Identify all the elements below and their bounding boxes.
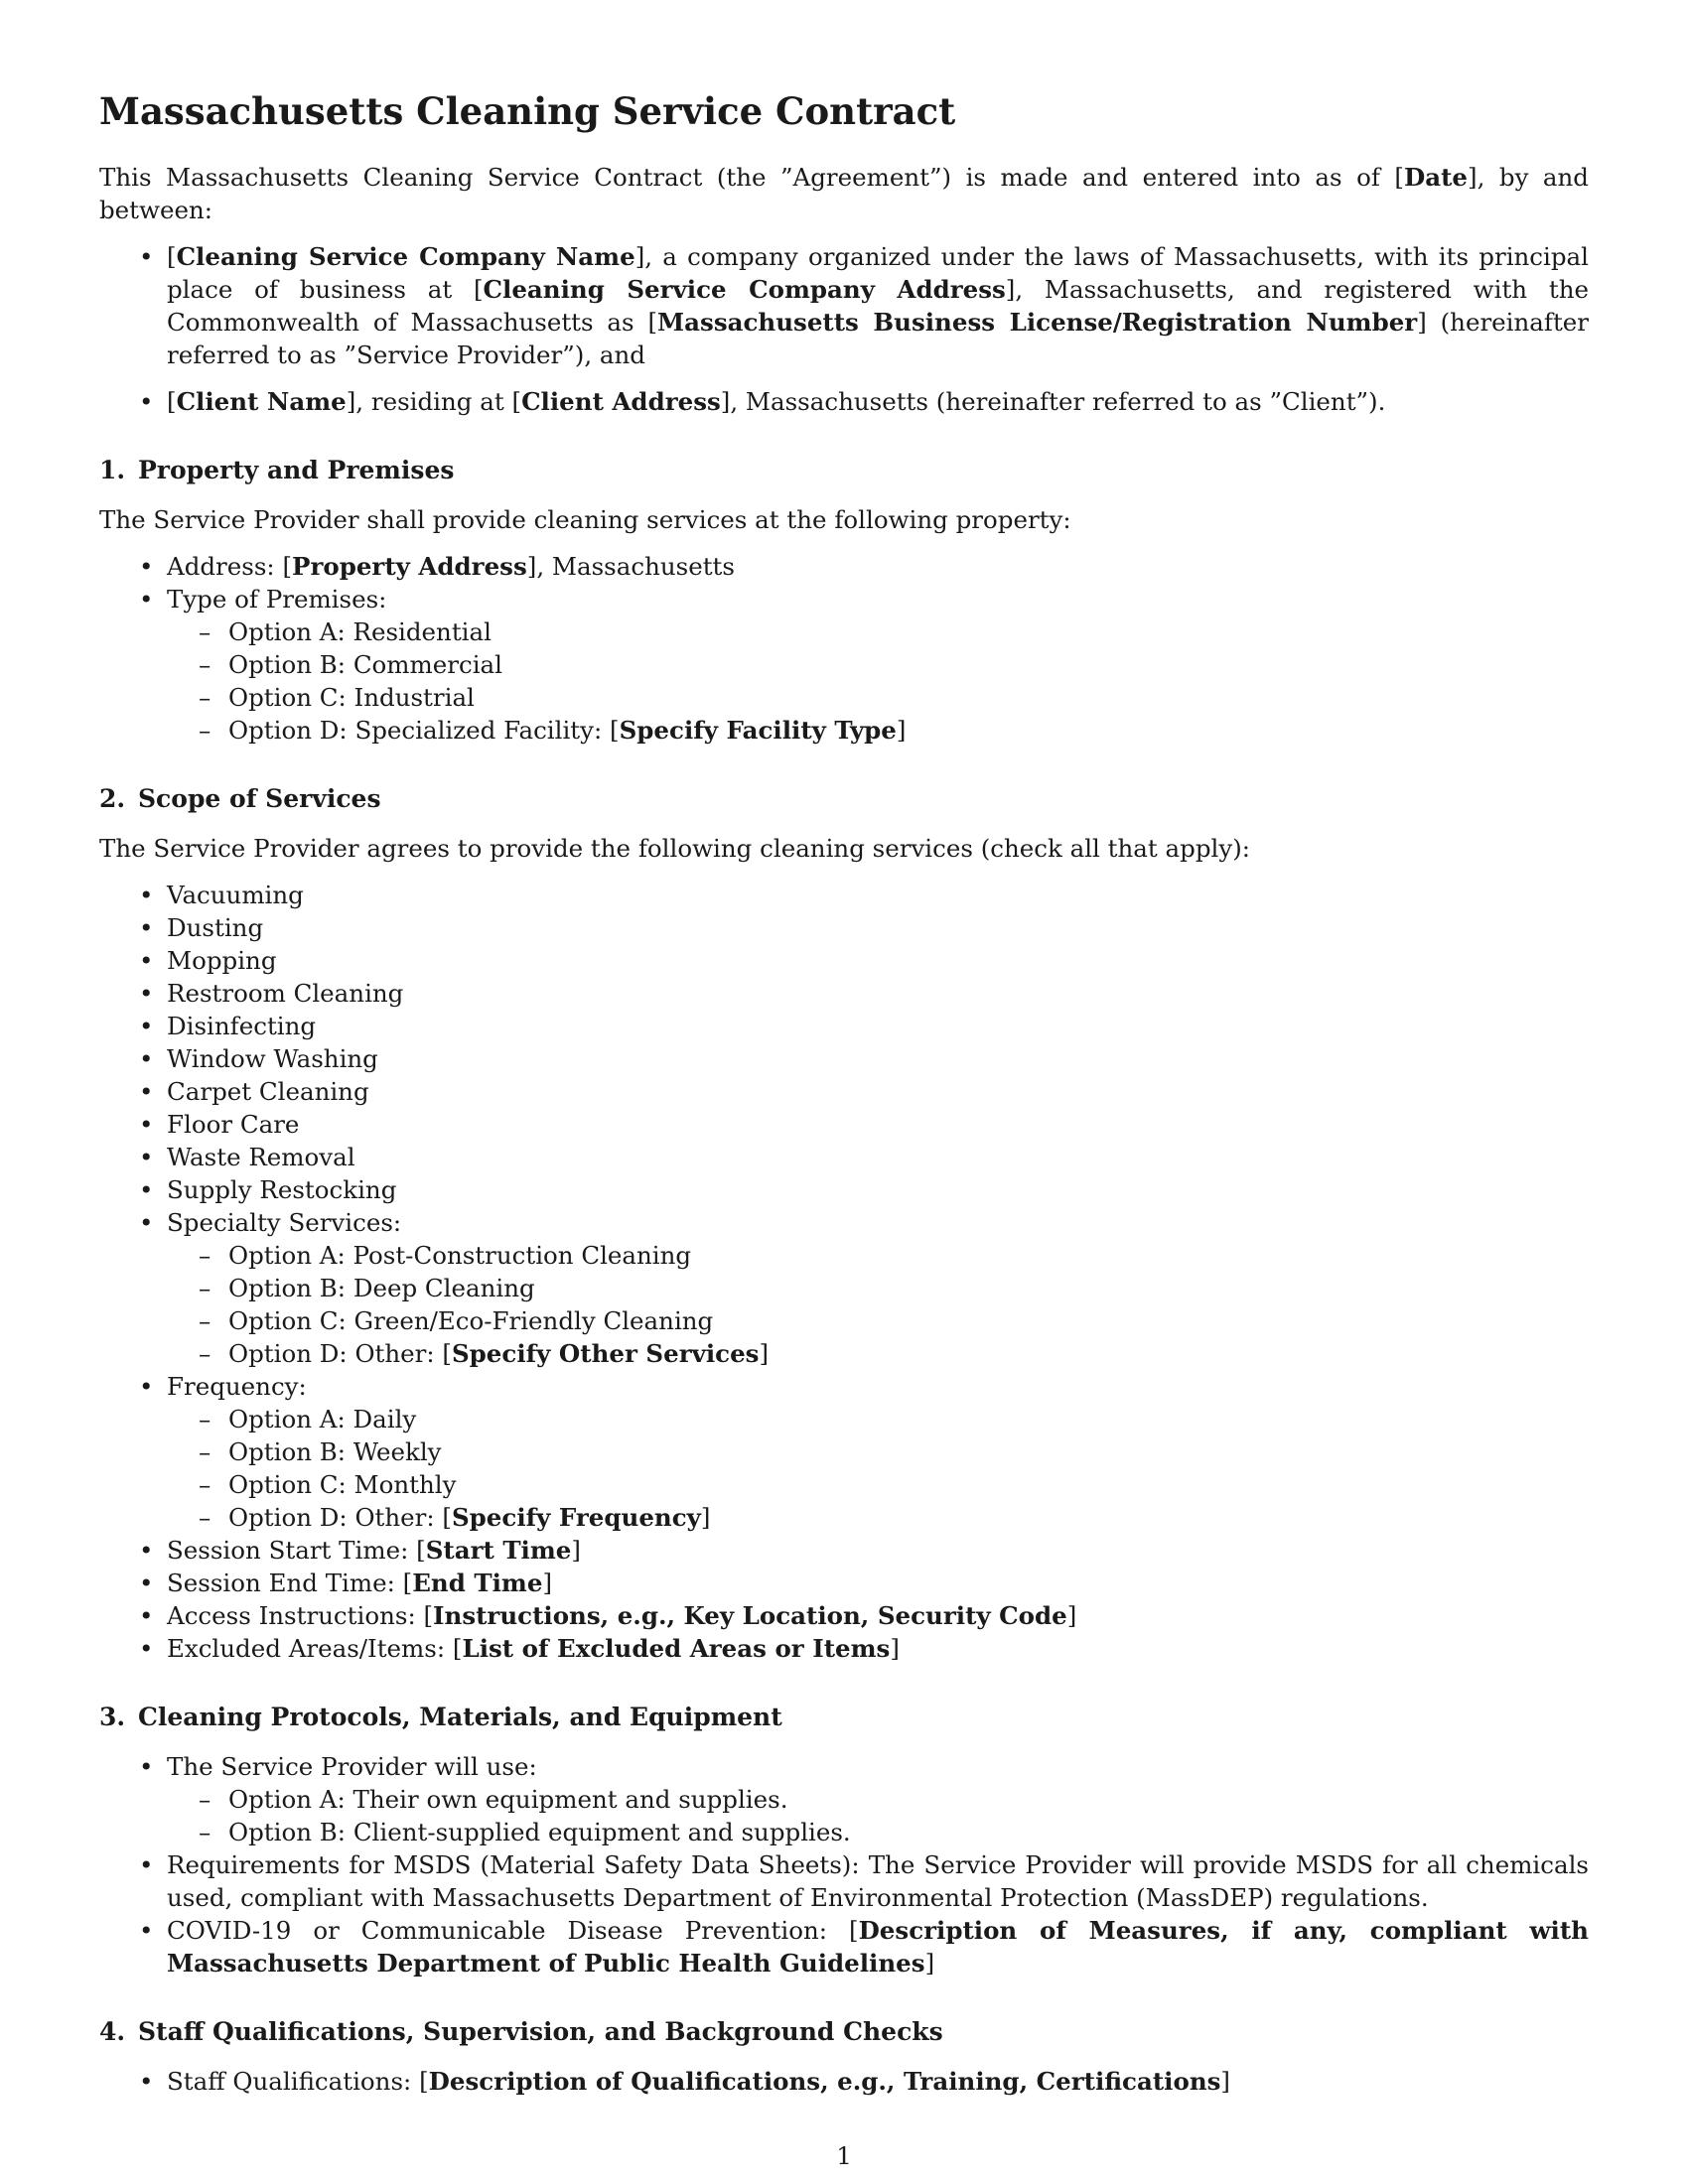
equipment-options	[167, 1783, 1589, 1848]
equipment-option-b: – Option B: Client-supplied equipment and supplies.	[167, 1816, 1589, 1848]
section-2-list	[99, 879, 1589, 1665]
specialty-services-item: • Specialty Services: – Option A: Post-Construction Cleaning – Option B: Deep Cleaning – Option C: Green/Eco-Friendly Cleaning – Option D: Other: [Specify Other Services]	[99, 1206, 1589, 1370]
party-service-provider: • [Cleaning Service Company Name], a company organized under the laws of Massachusetts, with its principal place of business at [Cleaning Service Company Address], Massachusetts, and registered with the Commonwealth of Massachusetts as [Massachusetts Business License/Registration Number] (hereinafter referred to as ”Service Provider”), and	[99, 240, 1589, 371]
service-item: • Window Washing	[99, 1042, 1589, 1075]
document-title: Massachusetts Cleaning Service Contract	[99, 89, 956, 133]
facility-type-field: Specify Facility Type	[619, 716, 897, 745]
specialty-option-a: – Option A: Post-Construction Cleaning	[167, 1239, 1589, 1272]
covid-item: • COVID-19 or Communicable Disease Prevention: [Description of Measures, if any, compliant with Massachusetts Department of Public Health Guidelines]	[99, 1914, 1589, 1979]
service-item: • Waste Removal	[99, 1141, 1589, 1173]
service-item: • Floor Care	[99, 1108, 1589, 1141]
access-instructions-item: • Access Instructions: [Instructions, e.g., Key Location, Security Code]	[99, 1599, 1589, 1632]
end-time-field: End Time	[412, 1569, 543, 1597]
equipment-item: • The Service Provider will use: – Option A: Their own equipment and supplies. – Option B: Client-supplied equipment and supplies.	[99, 1750, 1589, 1848]
frequency-option-c: – Option C: Monthly	[167, 1468, 1589, 1501]
excluded-areas-field: List of Excluded Areas or Items	[462, 1634, 891, 1663]
staff-qualifications-item: • Staff Qualifications: [Description of Qualifications, e.g., Training, Certifications]	[99, 2065, 1589, 2098]
frequency-item: • Frequency: – Option A: Daily – Option B: Weekly – Option C: Monthly – Option D: Other: [Specify Frequency]	[99, 1370, 1589, 1534]
start-time-item: • Session Start Time: [Start Time]	[99, 1534, 1589, 1567]
company-name-field: Cleaning Service Company Name	[176, 242, 635, 271]
premises-option-c: – Option C: Industrial	[167, 681, 1589, 714]
specialty-option-c: – Option C: Green/Eco-Friendly Cleaning	[167, 1304, 1589, 1337]
section-3-heading: 3. Cleaning Protocols, Materials, and Equipment	[99, 1703, 782, 1731]
specialty-options	[167, 1239, 1589, 1370]
frequency-option-a: – Option A: Daily	[167, 1403, 1589, 1435]
frequency-field: Specify Frequency	[451, 1503, 701, 1532]
covid-measures-field: Description of Measures, if any, compliant with Massachusetts Department of Public Health Guidelines	[167, 1916, 1589, 1978]
premises-option-b: – Option B: Commercial	[167, 648, 1589, 681]
premises-options	[167, 615, 1589, 747]
party-client: • [Client Name], residing at [Client Address], Massachusetts (hereinafter referred to as ”Client”).	[99, 385, 1589, 418]
property-address-item: • Address: [Property Address], Massachusetts	[99, 550, 1589, 583]
section-2-heading: 2. Scope of Services	[99, 784, 381, 813]
section-2-intro: The Service Provider agrees to provide the following cleaning services (check all that apply):	[99, 834, 1251, 863]
end-time-item: • Session End Time: [End Time]	[99, 1567, 1589, 1599]
service-item: • Supply Restocking	[99, 1173, 1589, 1206]
section-4-heading: 4. Staff Qualifications, Supervision, and Background Checks	[99, 2017, 943, 2046]
service-item: • Mopping	[99, 944, 1589, 977]
frequency-option-b: – Option B: Weekly	[167, 1435, 1589, 1468]
staff-qualifications-field: Description of Qualifications, e.g., Training, Certifications	[428, 2067, 1221, 2096]
premises-option-d: – Option D: Specialized Facility: [Specify Facility Type]	[167, 714, 1589, 747]
section-1-intro: The Service Provider shall provide cleaning services at the following property:	[99, 505, 1071, 534]
section-1-heading: 1. Property and Premises	[99, 456, 455, 484]
parties-list	[99, 240, 1589, 418]
premises-option-a: – Option A: Residential	[167, 615, 1589, 648]
intro-paragraph: This Massachusetts Cleaning Service Contract (the ”Agreement”) is made and entered into as of [Date], by and between:	[99, 163, 1589, 224]
contract-page	[99, 87, 1589, 2098]
excluded-areas-item: • Excluded Areas/Items: [List of Excluded Areas or Items]	[99, 1632, 1589, 1665]
client-name-field: Client Name	[176, 387, 347, 416]
date-field: Date	[1403, 163, 1469, 192]
page-number: 1	[836, 2141, 852, 2170]
frequency-option-d: – Option D: Other: [Specify Frequency]	[167, 1501, 1589, 1534]
service-item: • Vacuuming	[99, 879, 1589, 911]
company-address-field: Cleaning Service Company Address	[483, 275, 1006, 304]
section-4-list	[99, 2065, 1589, 2098]
specialty-option-b: – Option B: Deep Cleaning	[167, 1272, 1589, 1304]
specialty-option-d: – Option D: Other: [Specify Other Services]	[167, 1337, 1589, 1370]
service-item: • Dusting	[99, 911, 1589, 944]
property-address-field: Property Address	[292, 552, 527, 581]
start-time-field: Start Time	[425, 1536, 572, 1565]
service-item: • Disinfecting	[99, 1010, 1589, 1042]
msds-item: • Requirements for MSDS (Material Safety Data Sheets): The Service Provider will provide MSDS for all chemicals used, compliant with Massachusetts Department of Environmental Protection (MassDEP) regulations.	[99, 1848, 1589, 1914]
license-number-field: Massachusetts Business License/Registration Number	[657, 308, 1418, 337]
service-item: • Restroom Cleaning	[99, 977, 1589, 1010]
frequency-options	[167, 1403, 1589, 1534]
other-services-field: Specify Other Services	[451, 1339, 760, 1368]
client-address-field: Client Address	[521, 387, 721, 416]
section-3-list	[99, 1750, 1589, 1979]
access-instructions-field: Instructions, e.g., Key Location, Security Code	[433, 1601, 1067, 1630]
section-1-list	[99, 550, 1589, 747]
equipment-option-a: – Option A: Their own equipment and supplies.	[167, 1783, 1589, 1816]
premises-type-item: • Type of Premises: – Option A: Residential – Option B: Commercial – Option C: Industrial – Option D: Specialized Facility: [Specify Facility Type]	[99, 583, 1589, 747]
service-item: • Carpet Cleaning	[99, 1075, 1589, 1108]
